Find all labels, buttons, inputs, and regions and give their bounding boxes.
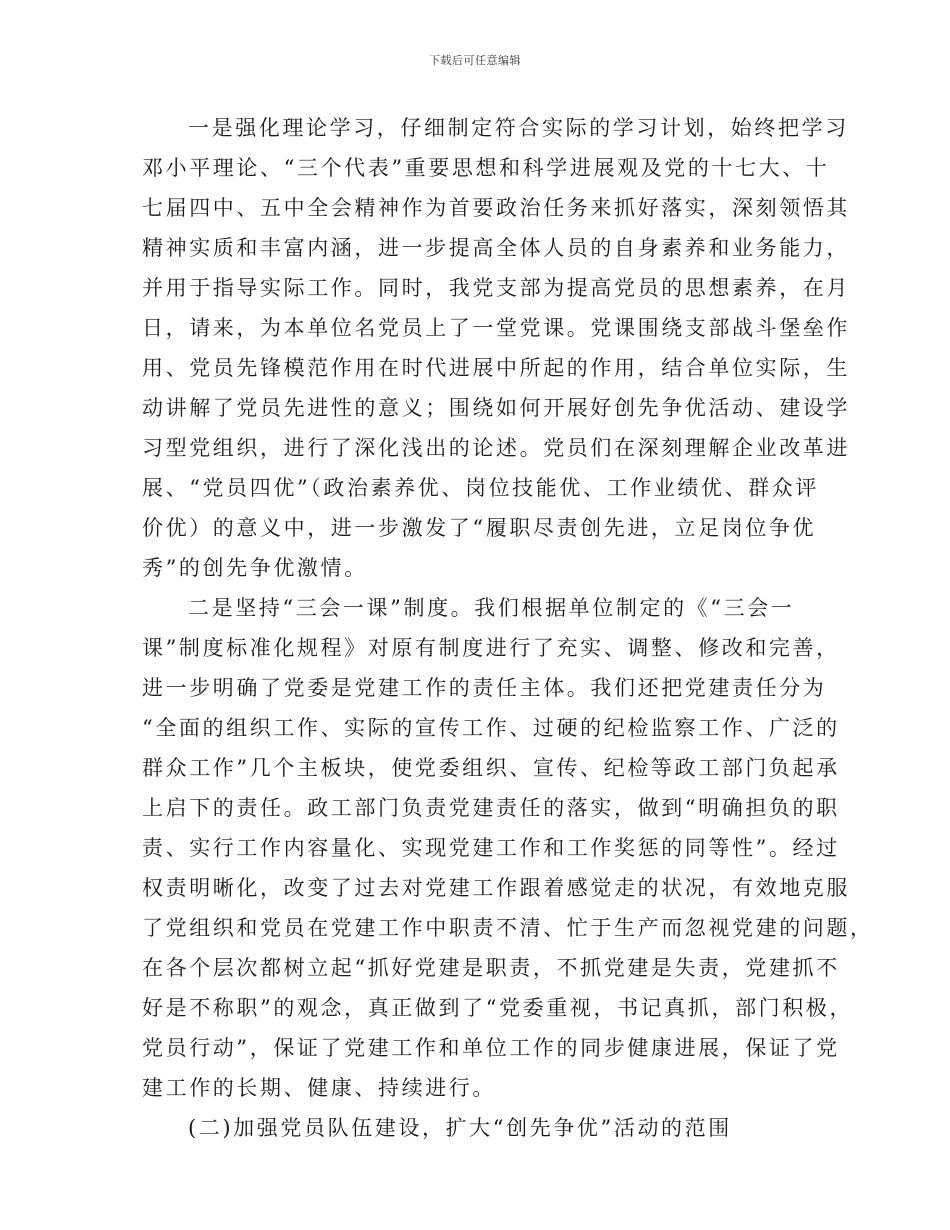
text-line: 并用于指导实际工作。同时，我党支部为提高党员的思想素养，在月 (142, 276, 850, 300)
text-line: 党员行动”，保证了党建工作和单位工作的同步健康进展，保证了党 (142, 1036, 840, 1060)
text-line: 在各个层次都树立起“抓好党建是职责，不抓党建是失责，党建抓不 (142, 956, 840, 980)
text-line: 动讲解了党员先进性的意义；围绕如何开展好创先争优活动、建设学 (142, 396, 850, 420)
text-line: 邓小平理论、“三个代表”重要思想和科学进展观及党的十七大、十 (142, 156, 830, 180)
text-line: 价优）的意义中，进一步激发了“履职尽责创先进，立足岗位争优 (142, 516, 817, 540)
text-line: 课”制度标准化规程》对原有制度进行了充实、调整、修改和完善， (142, 636, 840, 660)
text-line: 展、“党员四优”（政治素养优、岗位技能优、工作业绩优、群众评 (142, 476, 819, 500)
text-line: 好是不称职”的观念，真正做到了“党委重视，书记真抓，部门积极， (142, 996, 854, 1020)
text-line: 日，请来，为本单位名党员上了一堂党课。党课围绕支部战斗堡垒作 (142, 316, 850, 340)
text-line: 责、实行工作内容量化、实现党建工作和工作奖惩的同等性”。经过 (142, 836, 840, 860)
text-line: 习型党组织，进行了深化浅出的论述。党员们在深刻理解企业改革进 (142, 436, 850, 460)
text-line: 用、党员先锋模范作用在时代进展中所起的作用，结合单位实际，生 (142, 356, 850, 380)
text-line: 秀”的创先争优激情。 (142, 556, 368, 580)
text-line: 七届四中、五中全会精神作为首要政治任务来抓好落实，深刻领悟其 (142, 196, 850, 220)
page-header: 下载后可任意编辑 (429, 54, 521, 67)
text-line: 了党组织和党员在党建工作中职责不清、忙于生产而忽视党建的问题， (142, 916, 874, 940)
text-line: 精神实质和丰富内涵，进一步提高全体人员的自身素养和业务能力， (142, 236, 850, 260)
text-line: 二是坚持“三会一课”制度。我们根据单位制定的《“三会一 (188, 596, 795, 620)
text-line: 建工作的长期、健康、持续进行。 (142, 1076, 496, 1100)
text-line: 权责明晰化，改变了过去对党建工作跟着感觉走的状况，有效地克服 (142, 876, 850, 900)
text-line: 进一步明确了党委是党建工作的责任主体。我们还把党建责任分为 (142, 676, 827, 700)
text-line: 群众工作”几个主板块，使党委组织、宣传、纪检等政工部门负起承 (142, 756, 840, 780)
text-line: “全面的组织工作、实际的宣传工作、过硬的纪检监察工作、广泛的 (142, 716, 840, 740)
section-heading: (二)加强党员队伍建设，扩大“创先争优”活动的范围 (188, 1116, 732, 1140)
text-line: 一是强化理论学习，仔细制定符合实际的学习计划，始终把学习 (188, 116, 849, 140)
text-line: 上启下的责任。政工部门负责党建责任的落实，做到“明确担负的职 (142, 796, 840, 820)
